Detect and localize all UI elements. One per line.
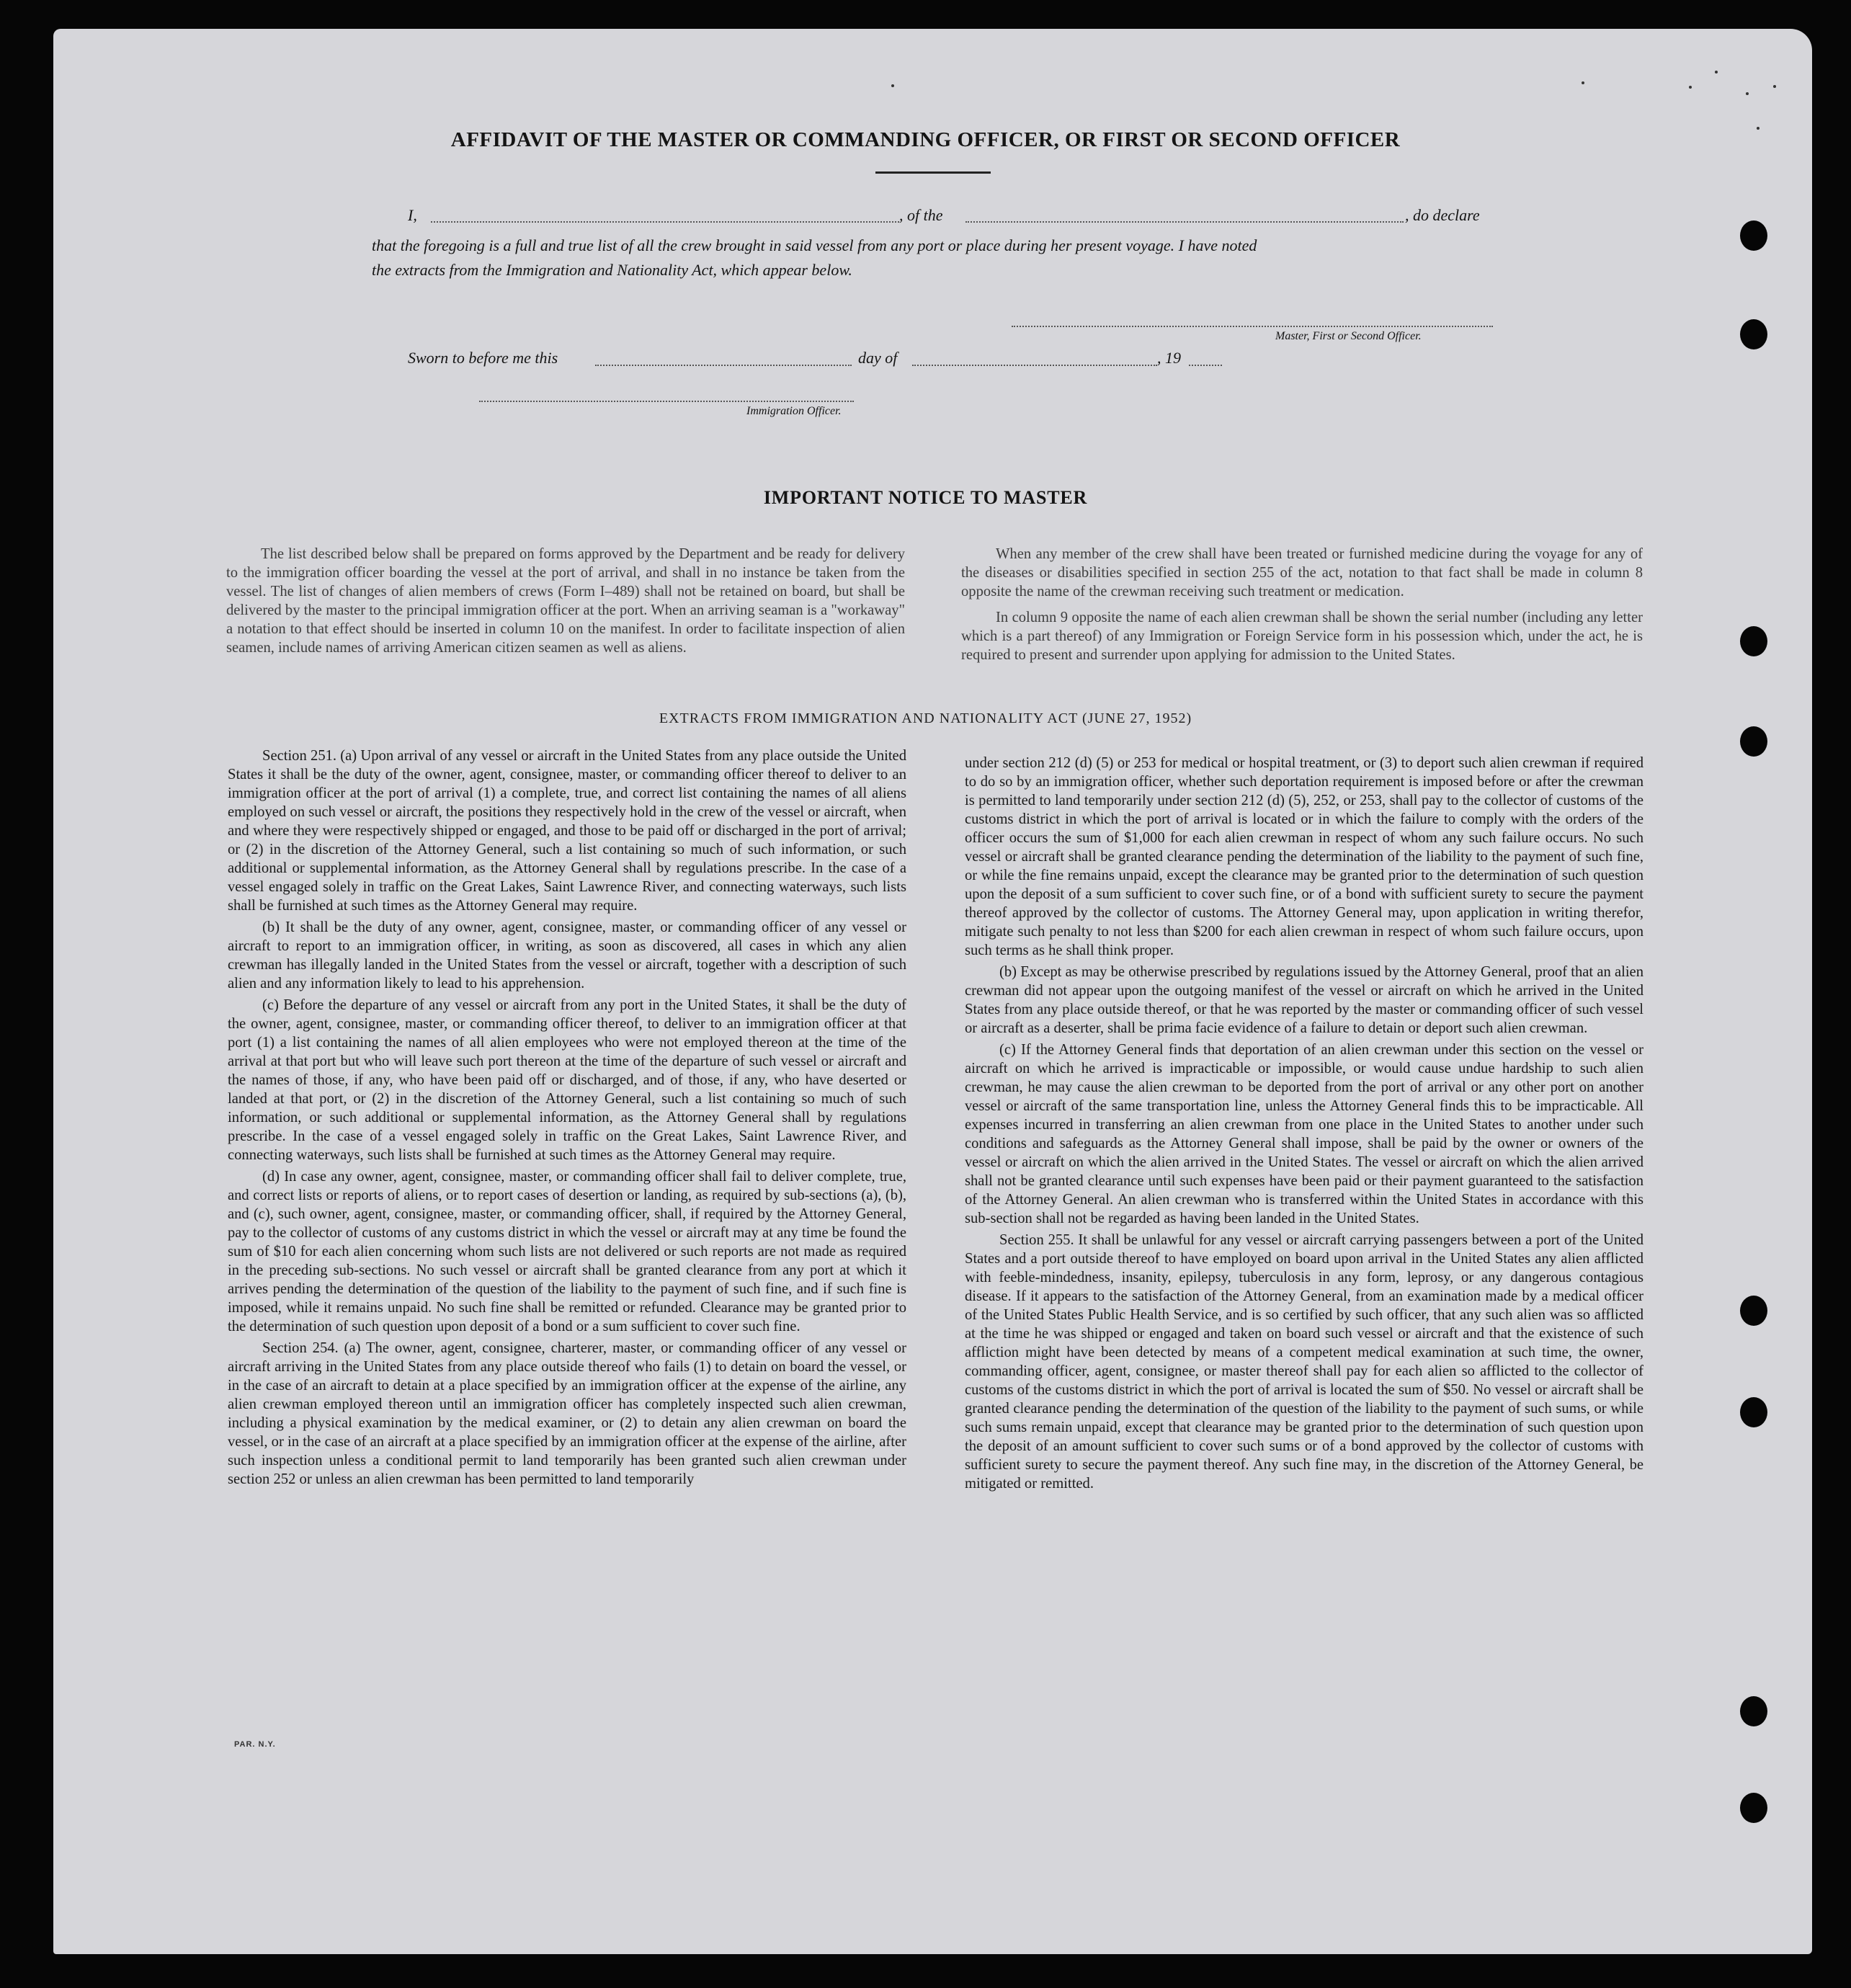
declaration-of-the-label: , of the [899, 206, 943, 224]
section-255: Section 255. It shall be unlawful for any vessel or aircraft carrying passengers between a port of the United States and a port outside thereof to have employed on board upon arrival in the United States any alien afflicted with feeble-mindedness, insanity, epilepsy, tuberculosis in any form, leprosy, or any dangerous contagious disease. If it appears to the satisfaction of the Attorney General, from an examination made by a medical officer of the United States Public Health Service, and is so certified by such officer, that any such alien was so afflicted at the time he was shipped or engaged and taken on board such vessel or aircraft and that the existence of such affliction might have been detected by means of a competent medical examination at such time, the owner, commanding officer, agent, consignee, or master thereof shall pay for each alien so afflicted to the collector of customs of the customs district in which the port of arrival is located the sum of $50. No vessel or aircraft shall be granted clearance pending the determination of the question of the liability to the payment of such sums, or while such sums remain unpaid, except that clearance may be granted prior to the determination of such question upon the deposit of an amount sufficient to cover such sums or of a bond approved by the collector of customs with sufficient surety to secure the payment thereof. Any such fine may, in the discretion of the Attorney General, be mitigated or remitted. [965, 1232, 1643, 1492]
sworn-day-field[interactable] [595, 365, 852, 366]
scan-speck [1773, 85, 1776, 88]
extracts-left-column [228, 746, 906, 1489]
binder-hole [1740, 1296, 1767, 1326]
scan-speck [891, 84, 894, 87]
section-254b: (b) Except as may be otherwise prescribed by regulations issued by the Attorney General, proof that an alien crewman did not appear upon the outgoing manifest of the vessel or aircraft on which he arrived in the United States from any place outside thereof, or that he was reported by the master or commanding officer of such vessel or aircraft as a deserter, shall be prima facie evidence of a failure to detain or deport such alien crewman. [965, 964, 1643, 1036]
section-254a: Section 254. (a) The owner, agent, consignee, charterer, master, or commanding officer of any vessel or aircraft arriving in the United States from any place outside thereof who fails (1) to detain on board the vessel, or in the case of an aircraft to detain at a place specified by an immigration officer at the expense of the airline, any alien crewman employed thereon until an immigration officer has completely inspected such alien crewman, including a physical examination by the medical examiner, or (2) to detain any alien crewman on board the vessel, or in the case of an aircraft at a place specified by an immigration officer at the expense of the airline, after such inspection unless a conditional permit to land temporarily has been granted such alien crewman under section 252 or unless an alien crewman has been permitted to land temporarily [228, 1340, 906, 1487]
master-signature-line[interactable] [1012, 326, 1493, 327]
binder-hole [1740, 220, 1767, 251]
section-251c: (c) Before the departure of any vessel or aircraft from any port in the United States, it shall be the duty of the owner, agent, consignee, master, or commanding officer thereof, to deliver to an immigration officer at that port (1) a list containing the names of all alien employees who were not employed thereon at the time of the arrival at that port but who will leave such port thereon at the time of the departure of such vessel or aircraft and the names of those, if any, who have been paid off or discharged, and of those, if any, who have deserted or landed at that port, or (2) in the discretion of the Attorney General, such a list containing so much of such information, or such additional or supplemental information, as the Attorney General shall by regulations prescribe. In the case of a vessel engaged solely in traffic on the Great Lakes, Saint Lawrence River, and connecting waterways, such lists shall be furnished at such times as the Attorney General may require. [228, 997, 906, 1163]
declaration-do-declare-label: , do declare [1405, 206, 1480, 224]
master-signature-caption: Master, First or Second Officer. [1275, 330, 1422, 342]
printer-mark: PAR. N.Y. [234, 1740, 276, 1749]
sworn-day-of-label: day of [858, 349, 898, 367]
sworn-year-label: , 19 [1157, 349, 1181, 367]
notice-paragraph: When any member of the crew shall have been treated or furnished medicine during the voyage for any of the diseases or disabilities specified in section 255 of the act, notation to that fact shall be made in column 8 opposite the name of the crewman receiving such treatment or medication. [961, 546, 1643, 599]
notice-right-column [961, 545, 1643, 664]
immigration-officer-signature-line[interactable] [479, 401, 854, 402]
section-251a: Section 251. (a) Upon arrival of any vessel or aircraft in the United States from any place outside the United States it shall be the duty of the owner, agent, consignee, master, or commanding officer thereof to deliver to an immigration officer at the port of arrival (1) a complete, true, and correct list containing the names of all aliens employed on such vessel or aircraft, the positions they respectively hold in the crew of the vessel or aircraft, when and where they were respectively shipped or engaged, and those to be paid off or discharged in the port of arrival; or (2) in the discretion of the Attorney General, such a list containing so much of such information, or such additional or supplemental information, as the Attorney General shall by regulations prescribe. In the case of a vessel engaged solely in traffic on the Great Lakes, Saint Lawrence River, and connecting waterways, such lists shall be furnished at such times as the Attorney General may require. [228, 748, 906, 914]
section-251d: (d) In case any owner, agent, consignee, master, or commanding officer shall fail to deliver complete, true, and correct lists or reports of aliens, or to report cases of desertion or landing, as required by sub-sections (a), (b), and (c), such owner, agent, consignee, master, or commanding officer, shall, if required by the Attorney General, pay to the collector of customs of any customs district in which the vessel or aircraft may at any time be found the sum of $10 for each alien concerning whom such lists are not delivered or such reports are not made as required in the preceding sub-sections. No such vessel or aircraft shall be granted clearance from any port at which it arrives pending the determination of the question of the liability to the payment of such fine, and if such fine is imposed, while it remains unpaid. No such fine shall be remitted or refunded. Clearance may be granted prior to the determination of such question upon deposit of a bond or a sum sufficient to cover such fine. [228, 1169, 906, 1334]
binder-hole [1740, 626, 1767, 656]
affidavit-title: AFFIDAVIT OF THE MASTER OR COMMANDING OFFICER, OR FIRST OR SECOND OFFICER [450, 128, 1401, 151]
section-254a-continued: under section 212 (d) (5) or 253 for medical or hospital treatment, or (3) to deport such alien crewman if required to do so by an immigration officer, whether such deportation requirement is imposed before or after the crewman is permitted to land temporarily under section 212 (d) (5), 252, or 253, shall pay to the collector of customs of the customs district in which the port of arrival is located or in which the failure to comply with the orders of the officer occurs the sum of $1,000 for each alien crewman in respect of whom any such failure occurs. No such vessel or aircraft shall be granted clearance pending the determination of the liability to the payment of such fine, or while the fine remains unpaid, except the clearance may be granted prior to the determination of such question upon the deposit of a sum sufficient to cover such fine, or of a bond with sufficient surety to secure the payment thereof approved by the collector of customs. The Attorney General may, upon application in writing therefor, mitigate such penalty to not less than $200 for each alien crewman in respect of whom such failure occurs, upon such terms as he shall think proper. [965, 755, 1643, 958]
immigration-officer-caption: Immigration Officer. [746, 405, 842, 417]
declaration-i-label: I, [408, 206, 417, 224]
declaration-text-line-2: the extracts from the Immigration and Nationality Act, which appear below. [372, 261, 852, 279]
notice-left-column [226, 545, 905, 657]
declaration-text-line-1: that the foregoing is a full and true list of all the crew brought in said vessel from any port or place during her present voyage. I have noted [372, 236, 1257, 254]
sworn-year-field[interactable] [1189, 365, 1222, 366]
scan-speck [1582, 81, 1584, 84]
vessel-name-field[interactable] [965, 221, 1404, 223]
extracts-heading: EXTRACTS FROM IMMIGRATION AND NATIONALITY ACT (JUNE 27, 1952) [659, 710, 1192, 726]
sworn-month-field[interactable] [912, 365, 1157, 366]
scan-speck [1715, 71, 1718, 73]
section-254c: (c) If the Attorney General finds that deportation of an alien crewman under this section on the vessel or aircraft on which he arrived is impracticable or impossible, or would cause undue hardship to such alien crewman, he may cause the alien crewman to be deported from the port of arrival or any other port on another vessel or aircraft of the same transportation line, unless the Attorney General finds this to be impracticable. All expenses incurred in transferring an alien crewman from one place in the United States to another under such conditions and safeguards as the Attorney General shall impose, shall be paid by the owner or owners of the vessel or aircraft on which the alien arrived in the United States. The vessel or aircraft on which the alien arrived shall not be granted clearance until such expenses have been paid or their payment guaranteed to the satisfaction of the Attorney General. An alien crewman who is transferred within the United States in accordance with this sub-section shall not be regarded as having been landed in the United States. [965, 1042, 1643, 1226]
binder-hole [1740, 319, 1767, 349]
sworn-before-label: Sworn to before me this [408, 349, 558, 367]
notice-paragraph: The list described below shall be prepared on forms approved by the Department and be ready for delivery to the immigration officer boarding the vessel at the port of arrival, and shall in no instance be taken from the vessel. The list of changes of alien members of crews (Form I–489) shall not be retained on board, but shall be delivered by the master to the principal immigration officer at the port. When an arriving seaman is a "workaway" a notation to that effect should be inserted in column 10 on the manifest. In order to facilitate inspection of alien seamen, include names of arriving American citizen seamen as well as aliens. [226, 546, 905, 656]
title-underline [875, 171, 991, 174]
binder-hole [1740, 726, 1767, 757]
declarant-name-field[interactable] [431, 221, 899, 223]
scan-speck [1689, 86, 1692, 89]
notice-paragraph: In column 9 opposite the name of each alien crewman shall be shown the serial number (including any letter which is a part thereof) of any Immigration or Foreign Service form in his possession which, under the act, he is required to present and surrender upon applying for admission to the United States. [961, 610, 1643, 663]
scan-speck [1746, 92, 1749, 95]
extracts-right-column [965, 754, 1643, 1493]
section-251b: (b) It shall be the duty of any owner, agent, consignee, master, or commanding officer of any vessel or aircraft to report to an immigration officer, in writing, as soon as discovered, all cases in which any alien crewman has illegally landed in the United States from the vessel or aircraft, together with a description of such alien and any information likely to lead to his apprehension. [228, 919, 906, 991]
binder-hole [1740, 1397, 1767, 1427]
important-notice-heading: IMPORTANT NOTICE TO MASTER [763, 487, 1088, 508]
binder-hole [1740, 1696, 1767, 1726]
binder-hole [1740, 1793, 1767, 1823]
